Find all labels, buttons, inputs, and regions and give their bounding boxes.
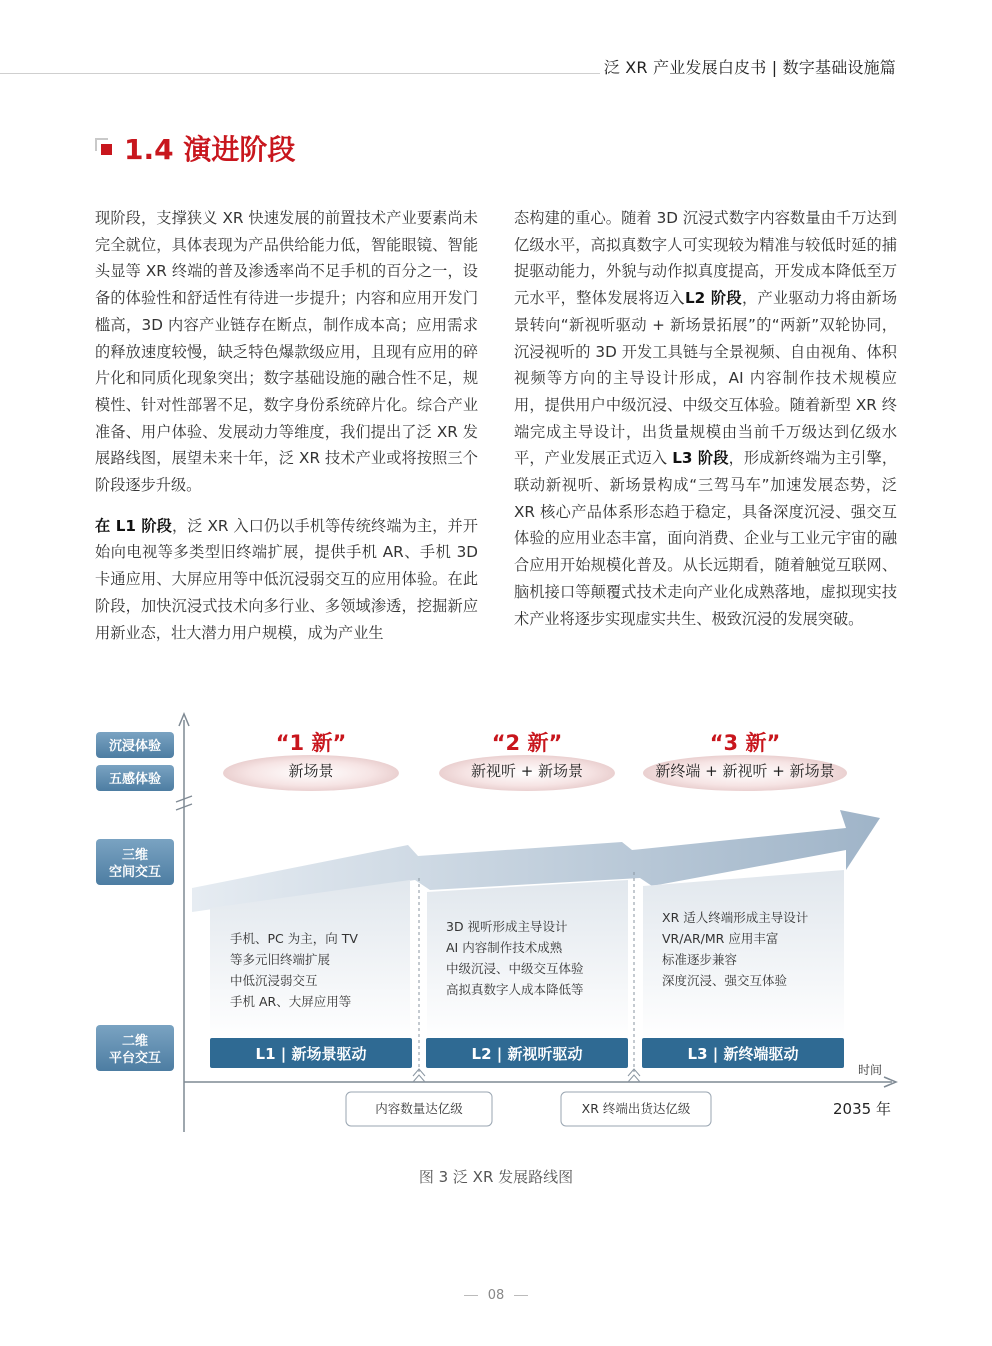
section-title: 1.4 演进阶段 bbox=[124, 133, 296, 166]
paragraph-text: ，产业驱动力将由新场景转向“新视听驱动 + 新场景拓展”的“两新”双轮协同，沉浸视听的 3D 开发工具链与全景视频、自由视角、体积视频等方向的主导设计形成，AI 内容制作技术规模应用，提供用户中级沉浸、中级交互体验。随着新型 XR 终端完成主导设计，出货量规模由当前千万级达到亿级水平，产业发展正式迈入 bbox=[514, 289, 898, 468]
left-column bbox=[95, 205, 478, 646]
page-number: 08 bbox=[487, 1288, 505, 1303]
phase-item: 标准逐步兼容 bbox=[662, 952, 738, 967]
figure-caption: 图 3 泛 XR 发展路线图 bbox=[418, 1168, 574, 1186]
phase-quote-l3: “3 新” bbox=[709, 731, 781, 755]
header-title: 泛 XR 产业发展白皮书 | 数字基础设施篇 bbox=[603, 58, 896, 77]
roadmap-diagram bbox=[0, 700, 992, 1160]
right-column bbox=[514, 205, 897, 632]
phase-item: AI 内容制作技术成熟 bbox=[446, 940, 563, 955]
phase-sub-l2: 新视听 + 新场景 bbox=[470, 762, 584, 780]
milestone-terminal: XR 终端出货达亿级 bbox=[581, 1101, 691, 1116]
paragraph-text: ，泛 XR 入口仍以手机等传统终端为主，并开始向电视等多类型旧终端扩展，提供手机 AR、手机 3D 卡通应用、大屏应用等中低沉浸弱交互的应用体验。在此阶段，加快沉浸式技术向多行业、多领域渗透，挖掘新应用新业态，壮大潜力用户规模，成为产业生 bbox=[95, 516, 478, 642]
phase-panel-l2 bbox=[427, 880, 628, 1040]
phase-item: 手机 AR、大屏应用等 bbox=[230, 994, 352, 1009]
phase-sub-l1: 新场景 bbox=[288, 762, 334, 780]
phase-sub-l3: 新终端 + 新视听 + 新场景 bbox=[655, 762, 835, 780]
bold-term: L2 阶段 bbox=[684, 289, 742, 308]
paragraph-text: 态构建的重心。随着 3D 沉浸式数字内容数量由千万达到亿级水平，高拟真数字人可实现较为精准与较低时延的捕捉驱动能力，外貌与动作拟真度提高，开发成本降低至万元水平，整体发展将迈入 bbox=[514, 209, 897, 308]
stage-label-l1: L1 | 新场景驱动 bbox=[255, 1045, 367, 1063]
section-icon bbox=[95, 138, 115, 158]
y-label-2d-line1: 二维 bbox=[121, 1034, 149, 1049]
paragraph: 现阶段，支撑狭义 XR 快速发展的前置技术产业要素尚未完全就位，具体表现为产品供给能力低，智能眼镜、智能头显等 XR 终端的普及渗透率尚不足手机的百分之一，设备的体验性和舒适性有待进一步提升；内容和应用开发门槛高，3D 内容产业链存在断点，制作成本高；应用需求的释放速度较慢，缺乏特色爆款级应用，且现有应用的碎片化和同质化现象突出；数字基础设施的融合性不足，规模性、针对性部署不足，数字身份系统碎片化。综合产业准备、用户体验、发展动力等维度，我们提出了泛 XR 发展路线图，展望未来十年，泛 XR 技术产业或将按照三个阶段逐步升级。 bbox=[95, 209, 478, 495]
y-label-3d-line2: 空间交互 bbox=[108, 865, 162, 880]
phase-item: 深度沉浸、强交互体验 bbox=[662, 973, 788, 988]
y-label-immersive: 沉浸体验 bbox=[108, 739, 162, 754]
page-footer bbox=[0, 1288, 992, 1303]
phase-quote-l1: “1 新” bbox=[275, 731, 347, 755]
milestone-content: 内容数量达亿级 bbox=[375, 1101, 463, 1116]
stage-label-l2: L2 | 新视听驱动 bbox=[471, 1045, 583, 1063]
phase-item: 3D 视听形成主导设计 bbox=[446, 919, 568, 934]
paragraph bbox=[95, 513, 478, 647]
phase-item: 中级沉浸、中级交互体验 bbox=[446, 961, 584, 976]
y-label-five-senses: 五感体验 bbox=[108, 772, 162, 787]
paragraph bbox=[514, 205, 897, 632]
end-year: 2035 年 bbox=[833, 1100, 891, 1118]
phase-item: 手机、PC 为主，向 TV bbox=[230, 931, 358, 946]
bold-term: 在 L1 阶段 bbox=[95, 516, 172, 535]
phase-item: 高拟真数字人成本降低等 bbox=[446, 982, 584, 997]
y-label-3d-line1: 三维 bbox=[121, 848, 149, 863]
paragraph-text: ，形成新终端为主引擎，联动新视听、新场景构成“三驾马车”加速发展态势，泛 XR 核心产品体系形态趋于稳定，具备深度沉浸、强交互体验的应用业态丰富，面向消费、企业与工业元宇宙的融合应用开始规模化普及。从长远期看，随着触觉互联网、脑机接口等颠覆式技术走向产业化成熟落地，虚拟现实技术产业将逐步实现虚实共生、极致沉浸的发展突破。 bbox=[514, 449, 898, 628]
phase-quote-l2: “2 新” bbox=[491, 731, 563, 755]
phase-item: 等多元旧终端扩展 bbox=[230, 952, 331, 967]
phase-item: VR/AR/MR 应用丰富 bbox=[662, 931, 779, 946]
header-rule bbox=[0, 73, 600, 74]
y-label-2d-line2: 平台交互 bbox=[108, 1051, 162, 1066]
phase-item: XR 适人终端形成主导设计 bbox=[662, 910, 809, 925]
stage-label-l3: L3 | 新终端驱动 bbox=[687, 1045, 799, 1063]
x-axis-label: 时间 bbox=[857, 1063, 883, 1077]
phase-item: 中低沉浸弱交互 bbox=[230, 973, 318, 988]
bold-term: L3 阶段 bbox=[672, 449, 729, 468]
